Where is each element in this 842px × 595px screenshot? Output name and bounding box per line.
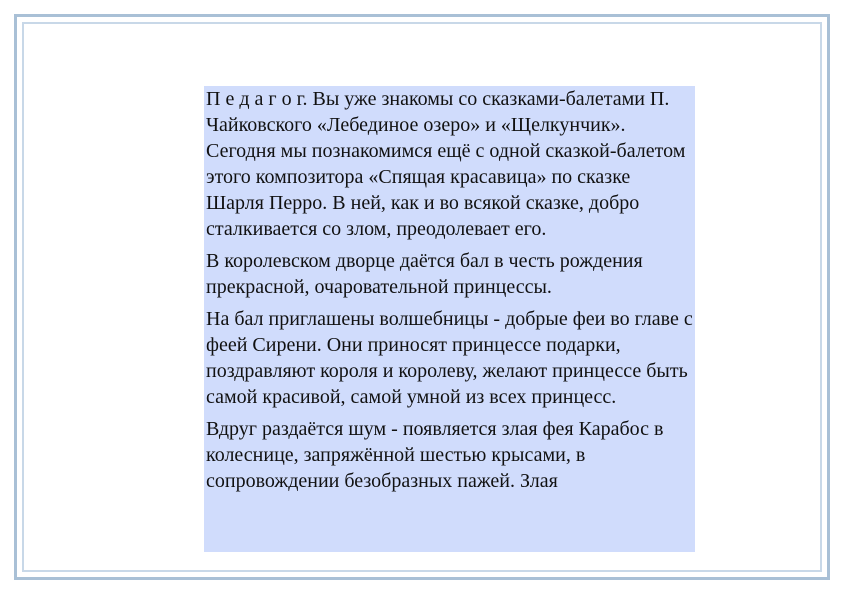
paragraph-1-text: Вы уже знакомы со сказками-балетами П. Чайковского «Лебединое озеро» и «Щелкунчик». Сегодня мы познакомимся ещё с одной сказкой-балетом этого композитора «Спящая красавица» по сказке Шарля Перро. В ней, как и во всякой сказке, добро сталкивается со злом, преодолевает его. (206, 88, 686, 240)
paragraph-3: На бал приглашены волшебницы - добрые феи во главе с феей Сирени. Они приносят принцессе подарки, поздравляют короля и королеву, желают принцессе быть самой красивой, самой умной из всех принцесс. (206, 308, 693, 408)
highlighted-text-block (204, 86, 695, 552)
speaker-label: П е д а г о г. (206, 88, 308, 110)
paragraph-2: В королевском дворце даётся бал в честь рождения прекрасной, очаровательной принцессы. (206, 250, 643, 298)
paragraph-4: Вдруг раздаётся шум - появляется злая фея Карабос в колеснице, запряжённой шестью крысами, в сопровождении безобразных пажей. Злая (206, 418, 664, 492)
paragraph-1 (206, 86, 693, 242)
